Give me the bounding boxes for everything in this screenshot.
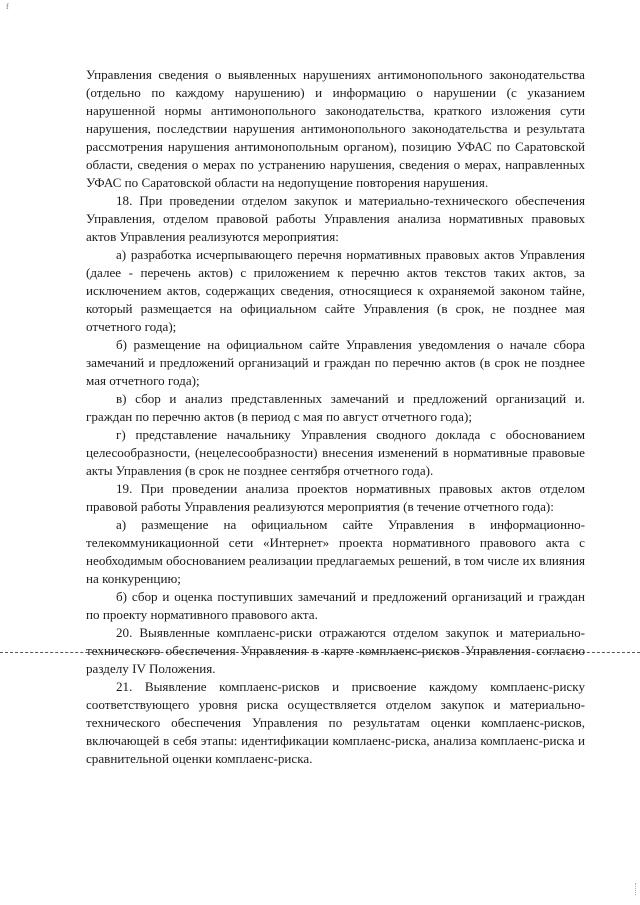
paragraph-20: 20. Выявленные комплаенс-риски отражаются отделом закупок и материально-технического обеспечения Управления в карте комплаенс-рисков Управления согласно разделу IV Положения. [86,625,585,676]
paragraph-18-c: в) сбор и анализ представленных замечаний и предложений организаций и. граждан по перечню актов (в период с мая по август отчетного года); [86,391,585,424]
paragraph-19-a: а) размещение на официальном сайте Управления в информационно-телекоммуникационной сети «Интернет» проекта нормативного правового акта с необходимым обоснованием реализации предлагаемых решений, в том числе их влияния на конкуренцию; [86,517,585,586]
corner-mark: f [6,2,9,11]
page-edge-mark [632,883,636,895]
paragraph-19-b: б) сбор и оценка поступивших замечаний и предложений организаций и граждан по проекту нормативного правового акта. [86,589,585,622]
paragraph-continuation: Управления сведения о выявленных нарушениях антимонопольного законодательства (отдельно по каждому нарушению) и информацию о нарушении (с указанием нарушенной нормы антимонопольного законодательства, краткого изложения сути нарушения, последствии нарушения антимонопольного законодательства и результата рассмотрения нарушения антимонопольным органом), позицию УФАС по Саратовской области, сведения о мерах по устранению нарушения, сведения о мерах, направленных УФАС по Саратовской области на недопущение повторения нарушения. [86,67,585,190]
paragraph-18-a: а) разработка исчерпывающего перечня нормативных правовых актов Управления (далее - перечень актов) с приложением к перечню актов текстов таких актов, за исключением актов, содержащих сведения, относящиеся к охраняемой законом тайне, который размещается на официальном сайте Управления (в срок, не позднее мая отчетного года); [86,247,585,334]
paragraph-18: 18. При проведении отделом закупок и материально-технического обеспечения Управления, отделом правовой работы Управления анализа нормативных правовых актов Управления реализуются мероприятия: [86,193,585,244]
document-body [86,66,585,768]
paragraph-18-b: б) размещение на официальном сайте Управления уведомления о начале сбора замечаний и предложений организаций и граждан по перечню актов (в срок не позднее мая отчетного года); [86,337,585,388]
paragraph-21: 21. Выявление комплаенс-рисков и присвоение каждому комплаенс-риску соответствующего уровня риска осуществляется отделом закупок и материально-технического обеспечения Управления по результатам оценки комплаенс-рисков, включающей в себя этапы: идентификации комплаенс-риска, анализа комплаенс-риска и сравнительной оценки комплаенс-риска. [86,679,585,766]
paragraph-18-d: г) представление начальнику Управления сводного доклада с обоснованием целесообразности, (нецелесообразности) внесения изменений в нормативные правовые акты Управления (в срок не позднее сентября отчетного года). [86,427,585,478]
paragraph-19: 19. При проведении анализа проектов нормативных правовых актов отделом правовой работы Управления реализуются мероприятия (в течение отчетного года): [86,481,585,514]
